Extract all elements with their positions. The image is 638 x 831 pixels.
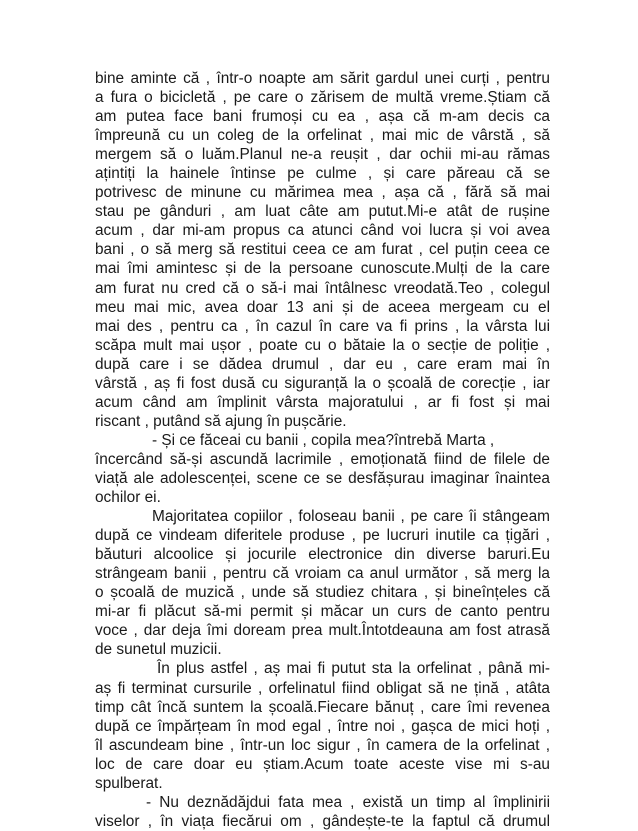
text-line: îl ascundeam bine , într-un loc sigur , în camera de la orfelinat , — [95, 736, 550, 754]
text-line: după ce împărțeam în mod egal , între noi , gașca de mici hoți , — [95, 717, 550, 735]
text-line: meu mai mic, avea doar 13 ani și de aceea mergeam cu el — [95, 298, 550, 316]
text-line: bine aminte că , într-o noapte am sărit gardul unei curți , pentru — [95, 70, 550, 87]
text-line: strângeam banii , pentru că vroiam ca anul următor , să merg la — [95, 565, 550, 583]
text-line: am furat nu cred că o să-i mai întâlnesc vreodată.Teo , colegul — [95, 279, 550, 297]
text-line: bani , o să merg să restitui ceea ce am furat , cel puțin ceea ce — [95, 241, 550, 259]
text-line: vârstă , aș fi fost dusă cu siguranță la o școală de corecție , iar — [95, 374, 550, 392]
text-line: de sunetul muzicii. — [95, 641, 222, 659]
text-line: ochilor ei. — [95, 489, 161, 507]
text-line: mai des , pentru ca , în cazul în care va fi prins , la vârsta lui — [95, 317, 550, 335]
text-line: loc de care doar eu știam.Acum toate aceste vise mi s-au — [95, 755, 550, 773]
text-line: În plus astfel , aș mai fi putut sta la orfelinat , până mi- — [157, 660, 550, 678]
text-line: acum , dar mi-am propus ca atunci când voi lucra și voi avea — [95, 222, 550, 240]
text-line: acum când am împlinit vârsta majoratului , ar fi fost și mai — [95, 393, 550, 411]
text-line: riscant , putând să ajung în pușcărie. — [95, 412, 347, 430]
body-text — [95, 69, 550, 831]
text-line: stau pe gânduri , am luat câte am putut.Mi-e atât de rușine — [95, 203, 550, 221]
text-line: o școală de muzică , unde să studiez chitara , și bineînțeles că — [95, 584, 550, 602]
text-line: împreună cu un coleg de la orfelinat , mai mic de vârstă , să — [95, 127, 550, 145]
text-line: ațintiți la hainele întinse pe culme , și care păreau că se — [95, 165, 550, 183]
text-line: voce , dar deja îmi doream prea mult.Întotdeauna am fost atrasă — [95, 622, 550, 640]
text-line: a fura o bicicletă , pe care o zărisem de multă vreme.Știam că — [95, 89, 550, 107]
text-line: spulberat. — [95, 774, 163, 792]
text-line: timp cât încă suntem la școală.Fiecare bănuț , care îmi revenea — [95, 698, 550, 716]
text-line: mi-ar fi plăcut să-mi permit și măcar un curs de canto pentru — [95, 603, 550, 621]
text-line: încercând să-și ascundă lacrimile , emoționată fiind de filele de — [95, 450, 550, 468]
text-line: - Și ce făceai cu banii , copila mea?întrebă Marta , — [152, 431, 495, 449]
text-line: - Nu deznădăjdui fata mea , există un timp al împlinirii — [146, 793, 550, 811]
text-line: potrivesc de minune cu mărimea mea , așa că , fără să mai — [95, 184, 550, 202]
text-line: mai îmi amintesc și de la persoane cunoscute.Mulți de la care — [95, 260, 550, 278]
text-line: viață ale adolescenței, scene ce se desfășurau imaginar înaintea — [95, 469, 550, 487]
text-line: scăpa mult mai ușor , poate cu o bătaie la o secție de poliție , — [95, 336, 550, 354]
text-line: Majoritatea copiilor , foloseau banii , pe care îi stângeam — [152, 508, 550, 526]
text-line: băuturi alcoolice și jocurile electronice din diverse baruri.Eu — [95, 546, 550, 564]
text-line: viselor , în viața fiecărui om , gândește-te la faptul că drumul — [95, 812, 550, 830]
text-line: după ce vindeam diferitele produse , pe lucruri inutile ca țigări , — [95, 527, 550, 545]
text-line: după care i se dădea drumul , dar eu , care eram mai în — [95, 355, 550, 373]
text-line: am putea face bani frumoși cu ea , așa că m-am decis ca — [95, 108, 550, 126]
text-line: aș fi terminat cursurile , orfelinatul fiind obligat să ne țină , atâta — [95, 679, 550, 697]
text-line: mergem să o luăm.Planul ne-a reușit , dar ochii mi-au rămas — [95, 146, 550, 164]
